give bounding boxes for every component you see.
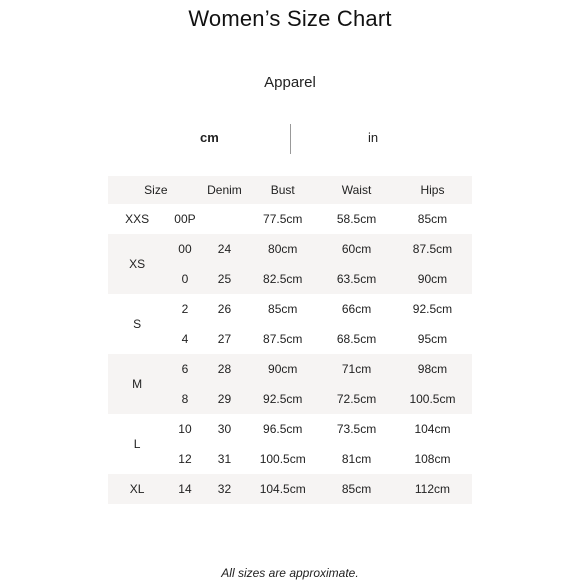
footer-note: All sizes are approximate. (221, 566, 359, 580)
table-row (108, 474, 472, 504)
cell-sub: 10 (178, 422, 192, 436)
cell-denim: 28 (217, 362, 232, 376)
cell-hips: 104cm (414, 422, 451, 436)
cell-waist: 72.5cm (336, 392, 377, 406)
unit-divider (290, 124, 291, 154)
cell-bust: 92.5cm (263, 392, 303, 406)
header-hips: Hips (420, 183, 445, 197)
cell-bust: 85cm (268, 302, 298, 316)
cell-waist: 58.5cm (336, 212, 377, 226)
header-size: Size (144, 183, 168, 197)
cell-sub: 2 (181, 302, 189, 316)
cell-sub: 00P (174, 212, 196, 226)
cell-waist: 60cm (341, 242, 372, 256)
unit-toggle (150, 124, 440, 154)
table-row (108, 234, 472, 264)
table-row (108, 204, 472, 234)
cell-waist: 66cm (341, 302, 372, 316)
table-row (108, 294, 472, 324)
cell-hips: 92.5cm (412, 302, 453, 316)
cell-hips: 98cm (417, 362, 448, 376)
size-label: XL (129, 482, 145, 496)
cell-sub: 0 (181, 272, 189, 286)
cell-bust: 77.5cm (263, 212, 303, 226)
size-table (108, 176, 472, 504)
size-label: L (133, 437, 141, 451)
cell-sub: 12 (178, 452, 192, 466)
header-row (108, 176, 472, 204)
unit-cm-button[interactable]: cm (200, 130, 219, 145)
cell-hips: 87.5cm (412, 242, 453, 256)
cell-sub: 4 (181, 332, 189, 346)
cell-waist: 71cm (341, 362, 372, 376)
cell-sub: 8 (181, 392, 189, 406)
size-label: S (133, 317, 142, 331)
cell-hips: 85cm (417, 212, 448, 226)
cell-hips: 95cm (417, 332, 448, 346)
cell-bust: 80cm (268, 242, 298, 256)
cell-waist: 81cm (341, 452, 372, 466)
table-row (108, 414, 472, 444)
cell-bust: 87.5cm (263, 332, 303, 346)
cell-bust: 90cm (268, 362, 298, 376)
cell-waist: 68.5cm (336, 332, 377, 346)
cell-denim: 26 (217, 302, 232, 316)
cell-denim: 29 (217, 392, 232, 406)
cell-bust: 104.5cm (259, 482, 306, 496)
cell-denim: 30 (217, 422, 232, 436)
cell-denim: 27 (217, 332, 232, 346)
header-waist: Waist (341, 183, 372, 197)
page-title: Women’s Size Chart (188, 6, 392, 31)
header-bust: Bust (270, 183, 295, 197)
table-body (108, 204, 472, 504)
cell-denim: 32 (217, 482, 232, 496)
cell-waist: 73.5cm (336, 422, 377, 436)
cell-hips: 100.5cm (409, 392, 456, 406)
size-label: XXS (125, 212, 150, 226)
cell-bust: 82.5cm (263, 272, 303, 286)
cell-hips: 108cm (414, 452, 451, 466)
size-label: XS (129, 257, 146, 271)
cell-waist: 85cm (341, 482, 372, 496)
cell-hips: 112cm (414, 482, 451, 496)
cell-bust: 100.5cm (259, 452, 306, 466)
cell-sub: 14 (178, 482, 192, 496)
size-label: M (132, 377, 143, 391)
cell-denim: 24 (217, 242, 232, 256)
cell-hips: 90cm (417, 272, 448, 286)
cell-denim: 31 (217, 452, 232, 466)
unit-in-button[interactable]: in (368, 130, 379, 145)
cell-sub: 00 (178, 242, 192, 256)
table-row (108, 354, 472, 384)
cell-waist: 63.5cm (336, 272, 377, 286)
cell-denim (204, 204, 246, 234)
header-denim: Denim (207, 183, 242, 197)
cell-denim: 25 (217, 272, 232, 286)
cell-sub: 6 (181, 362, 189, 376)
category-label: Apparel (264, 74, 316, 91)
cell-bust: 96.5cm (263, 422, 303, 436)
